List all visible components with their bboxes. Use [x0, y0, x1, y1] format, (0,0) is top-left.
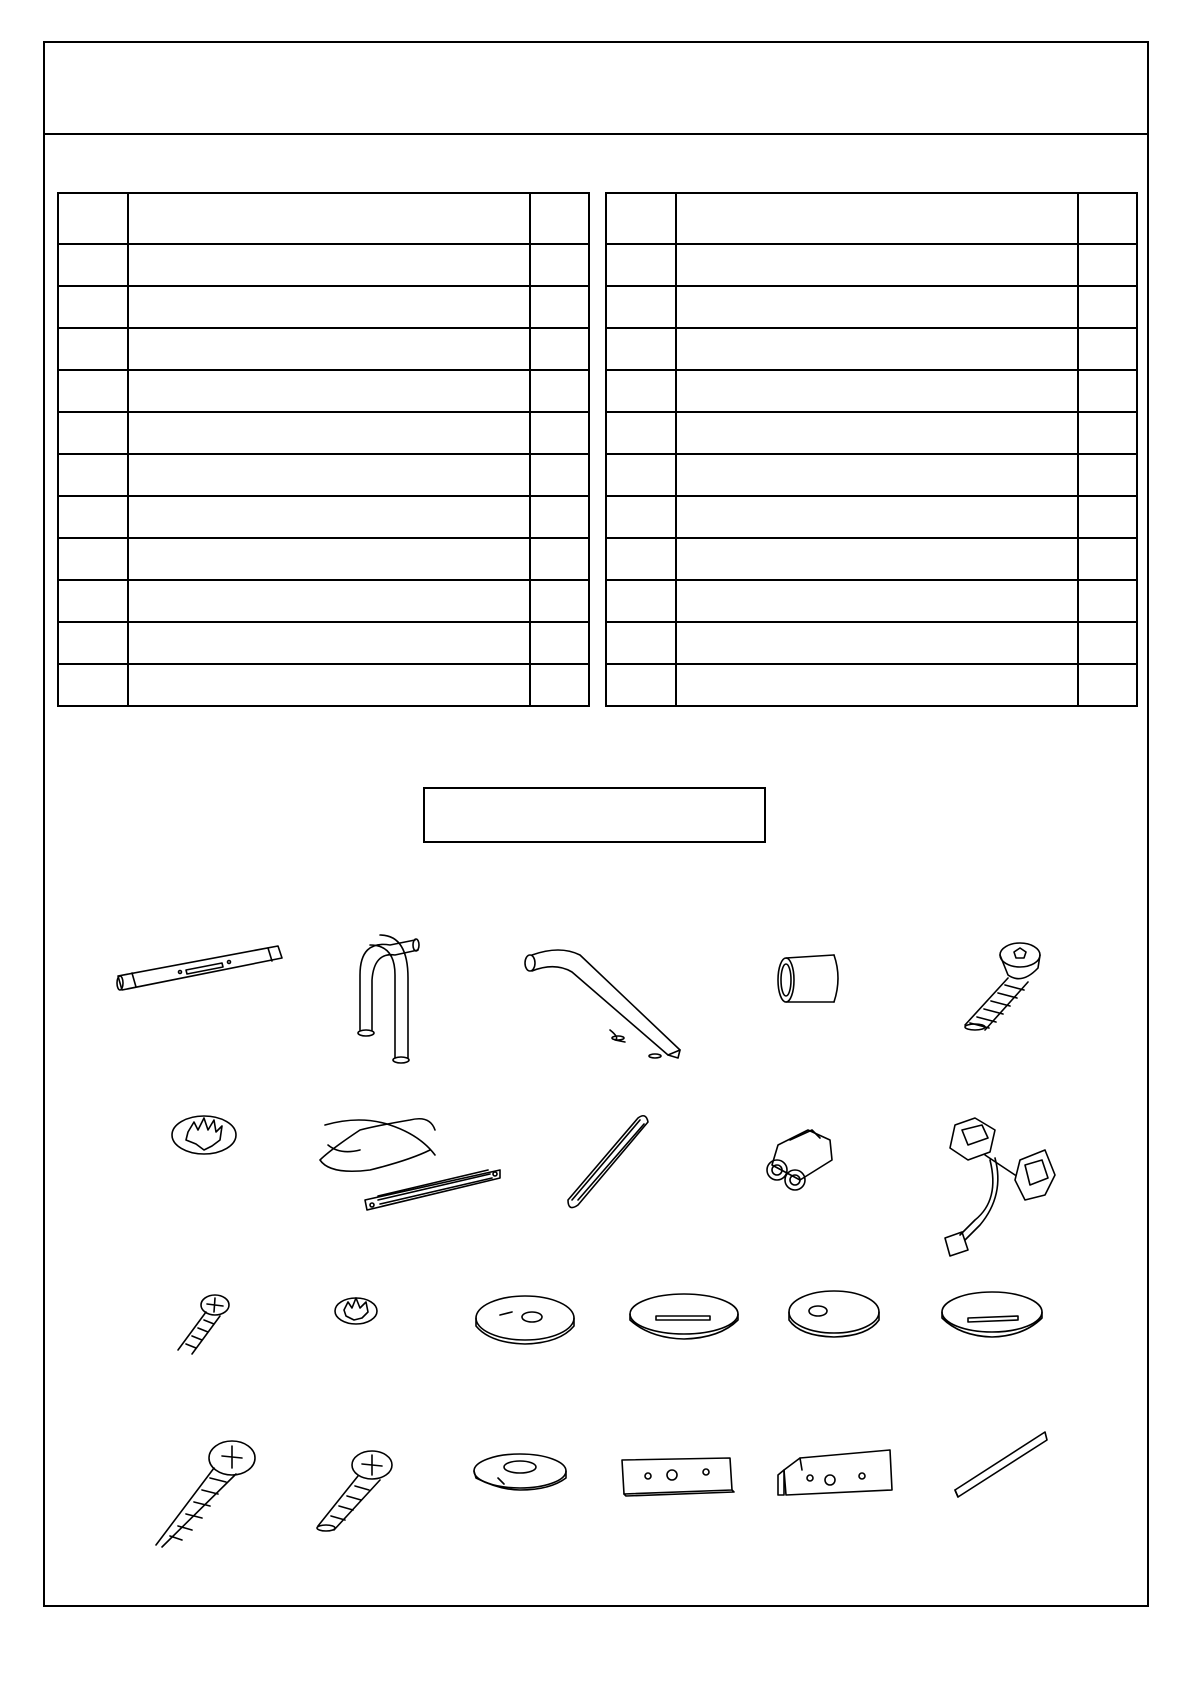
lock-washer-icon	[172, 1116, 236, 1154]
adapter-harness-icon	[945, 1118, 1055, 1256]
self-tapping-screw-icon	[156, 1441, 255, 1547]
socket-cap-screw-icon	[965, 943, 1040, 1030]
wire-harness-light-bar-icon	[320, 1119, 500, 1210]
pan-head-screw-icon	[178, 1295, 229, 1354]
two-pin-connector-icon	[767, 1130, 832, 1190]
mounting-bracket-flat-icon	[622, 1458, 734, 1496]
bushing-icon	[778, 955, 838, 1002]
support-arm-icon	[525, 950, 680, 1058]
axle-pin-icon	[117, 946, 282, 990]
u-tube-icon	[358, 935, 419, 1063]
oval-plate-hole-small-icon	[789, 1291, 879, 1337]
oval-plate-hole-icon	[476, 1296, 574, 1344]
mounting-bracket-tab-icon	[778, 1450, 892, 1495]
machine-screw-icon	[317, 1451, 392, 1531]
star-washer-icon	[335, 1298, 377, 1324]
rubber-strap-icon	[568, 1116, 648, 1208]
trim-strip-icon	[955, 1432, 1047, 1497]
oval-plate-slot-icon	[630, 1294, 738, 1339]
oval-plate-slot-small-icon	[942, 1292, 1042, 1337]
split-washer-icon	[474, 1454, 566, 1490]
